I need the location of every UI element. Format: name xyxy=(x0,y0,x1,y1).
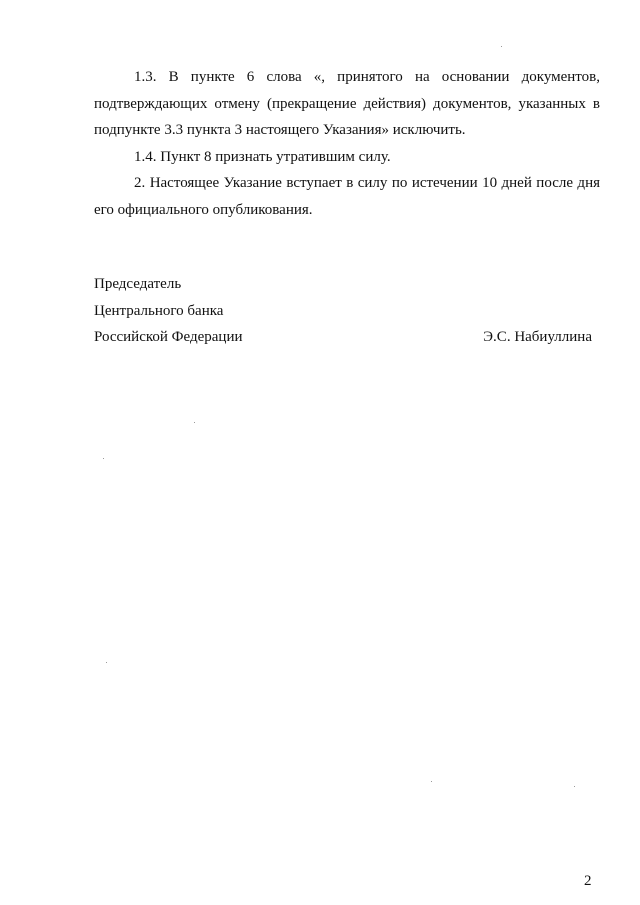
paragraph-1-4: 1.4. Пункт 8 признать утратившим силу. xyxy=(134,148,391,165)
scan-speck xyxy=(574,786,575,787)
document-body xyxy=(94,64,600,223)
signatory-row xyxy=(94,324,592,351)
signatory-title-line-2: Центрального банка xyxy=(94,302,224,319)
page-number: 2 xyxy=(584,873,592,889)
signatory-title-line-3: Российской Федерации xyxy=(94,329,243,345)
signature-block xyxy=(94,271,592,351)
paragraph-1-3: 1.3. В пункте 6 слова «, принятого на основании документов, подтверждающих отмену (прекращение действия) документов, указанных в подпункте 3.3 пункта 3 настоящего Указания» исключить. xyxy=(94,69,600,138)
scan-speck xyxy=(501,46,502,47)
scan-speck xyxy=(194,422,195,423)
scan-speck xyxy=(103,458,104,459)
scan-speck xyxy=(431,781,432,782)
signatory-name: Э.С. Набиуллина xyxy=(483,329,592,345)
signatory-title-line-1: Председатель xyxy=(94,276,182,292)
paragraph-2: 2. Настоящее Указание вступает в силу по истечении 10 дней после дня его официального опубликования. xyxy=(94,175,600,218)
scan-speck xyxy=(106,662,107,663)
